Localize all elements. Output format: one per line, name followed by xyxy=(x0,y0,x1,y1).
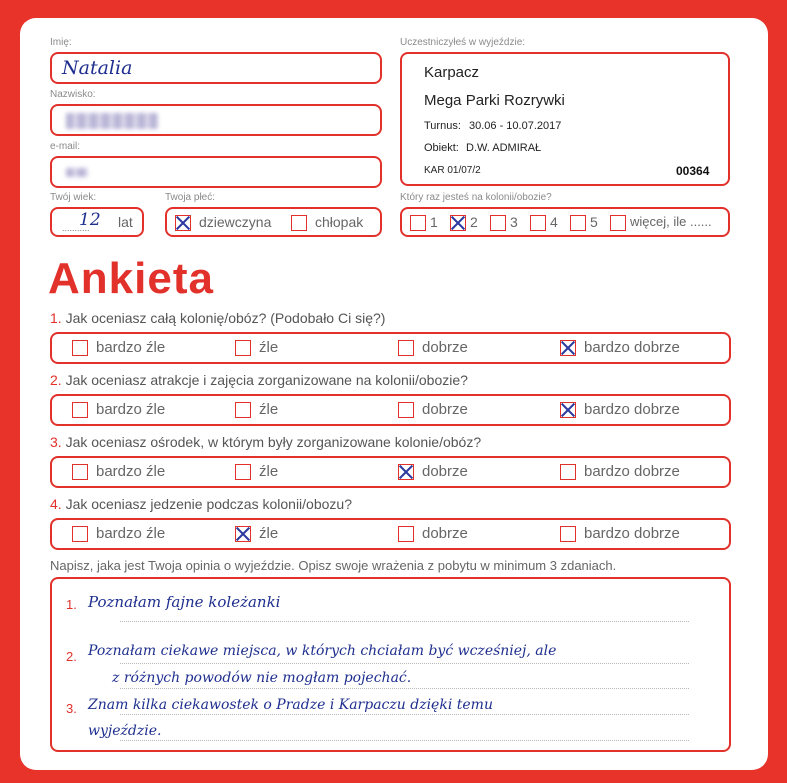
q2-bardzo-zle-checkbox[interactable] xyxy=(72,402,88,418)
q2-bardzo-dobrze-checkbox[interactable] xyxy=(560,402,576,418)
question-2-number: 2. xyxy=(50,372,62,388)
times-checkbox-3[interactable] xyxy=(490,215,506,231)
gender-label: Twoja płeć: xyxy=(165,192,216,203)
times-label-4: 4 xyxy=(550,214,558,230)
email-label: e-mail: xyxy=(50,141,81,152)
q4-bardzo-zle-checkbox[interactable] xyxy=(72,526,88,542)
opinion-field[interactable] xyxy=(50,577,731,752)
q3-bardzo-zle-label: bardzo źle xyxy=(96,463,166,480)
opinion-line-1: Poznałam fajne koleżanki xyxy=(88,593,281,611)
opinion-num-3: 3. xyxy=(66,701,77,716)
q1-zle-checkbox[interactable] xyxy=(235,340,251,356)
age-label: Twój wiek: xyxy=(50,192,97,203)
question-1-number: 1. xyxy=(50,310,62,326)
age-unit: lat xyxy=(118,214,133,230)
q3-bardzo-dobrze-checkbox[interactable] xyxy=(560,464,576,480)
question-2-text: Jak oceniasz atrakcje i zajęcia zorganizowane na kolonii/obozie? xyxy=(65,372,468,388)
email-field[interactable] xyxy=(50,156,382,188)
q4-zle-label: źle xyxy=(259,525,279,542)
q3-dobrze-label: dobrze xyxy=(422,463,468,480)
times-checkbox-more[interactable] xyxy=(610,215,626,231)
q2-dobrze-label: dobrze xyxy=(422,401,468,418)
times-label-1: 1 xyxy=(430,214,438,230)
name-value: Natalia xyxy=(62,57,133,79)
q2-zle-checkbox[interactable] xyxy=(235,402,251,418)
trip-subtitle: Mega Parki Rozrywki xyxy=(424,92,565,109)
times-label-3: 3 xyxy=(510,214,518,230)
times-label-5: 5 xyxy=(590,214,598,230)
email-redacted xyxy=(66,168,88,177)
q4-bardzo-dobrze-checkbox[interactable] xyxy=(560,526,576,542)
q4-dobrze-checkbox[interactable] xyxy=(398,526,414,542)
opinion-num-2: 2. xyxy=(66,649,77,664)
question-1-title xyxy=(50,310,385,326)
question-4-options xyxy=(50,518,731,550)
age-field[interactable] xyxy=(50,207,144,237)
question-4-number: 4. xyxy=(50,496,62,512)
question-3-text: Jak oceniasz ośrodek, w którym były zorganizowane kolonie/obóz? xyxy=(65,434,482,450)
times-checkbox-1[interactable] xyxy=(410,215,426,231)
times-checkbox-2[interactable] xyxy=(450,215,466,231)
q2-bardzo-dobrze-label: bardzo dobrze xyxy=(584,401,680,418)
times-more-label: więcej, ile ...... xyxy=(630,214,712,229)
question-2-title xyxy=(50,372,468,388)
survey-title: Ankieta xyxy=(48,254,214,303)
q2-dobrze-checkbox[interactable] xyxy=(398,402,414,418)
gender-field xyxy=(165,207,382,237)
question-2-options xyxy=(50,394,731,426)
times-label-2: 2 xyxy=(470,214,478,230)
times-field xyxy=(400,207,730,237)
surname-redacted xyxy=(66,113,158,129)
obiekt-label: Obiekt: xyxy=(424,142,459,154)
q4-dobrze-label: dobrze xyxy=(422,525,468,542)
q4-bardzo-dobrze-label: bardzo dobrze xyxy=(584,525,680,542)
gender-male-checkbox[interactable] xyxy=(291,215,307,231)
q2-zle-label: źle xyxy=(259,401,279,418)
obiekt-value: D.W. ADMIRAŁ xyxy=(466,142,542,154)
opinion-num-1: 1. xyxy=(66,597,77,612)
name-field[interactable] xyxy=(50,52,382,84)
q1-bardzo-zle-label: bardzo źle xyxy=(96,339,166,356)
q1-zle-label: źle xyxy=(259,339,279,356)
question-3-number: 3. xyxy=(50,434,62,450)
trip-code: KAR 01/07/2 xyxy=(424,165,481,176)
survey-sheet xyxy=(20,18,768,770)
q4-zle-checkbox[interactable] xyxy=(235,526,251,542)
times-checkbox-5[interactable] xyxy=(570,215,586,231)
surname-label: Nazwisko: xyxy=(50,89,96,100)
turnus-value: 30.06 - 10.07.2017 xyxy=(469,120,562,132)
gender-female-label: dziewczyna xyxy=(199,214,272,230)
question-1-options xyxy=(50,332,731,364)
opinion-prompt: Napisz, jaka jest Twoja opinia o wyjeździe. Opisz swoje wrażenia z pobytu w minimum 3 zdaniach. xyxy=(50,558,617,573)
q1-bardzo-dobrze-checkbox[interactable] xyxy=(560,340,576,356)
opinion-line-2b: z różnych powodów nie mogłam pojechać. xyxy=(112,670,412,686)
q3-dobrze-checkbox[interactable] xyxy=(398,464,414,480)
question-4-title xyxy=(50,496,352,512)
question-4-text: Jak oceniasz jedzenie podczas kolonii/obozu? xyxy=(65,496,352,512)
gender-male-label: chłopak xyxy=(315,214,364,230)
q4-bardzo-zle-label: bardzo źle xyxy=(96,525,166,542)
turnus-label: Turnus: xyxy=(424,120,461,132)
q1-dobrze-label: dobrze xyxy=(422,339,468,356)
q1-bardzo-dobrze-label: bardzo dobrze xyxy=(584,339,680,356)
times-label: Który raz jesteś na kolonii/obozie? xyxy=(400,192,552,203)
times-checkbox-4[interactable] xyxy=(530,215,546,231)
opinion-line-3a: Znam kilka ciekawostek o Pradze i Karpaczu dzięki temu xyxy=(88,697,493,713)
form-number: 00364 xyxy=(676,164,710,178)
q3-bardzo-zle-checkbox[interactable] xyxy=(72,464,88,480)
q2-bardzo-zle-label: bardzo źle xyxy=(96,401,166,418)
q1-bardzo-zle-checkbox[interactable] xyxy=(72,340,88,356)
gender-female-checkbox[interactable] xyxy=(175,215,191,231)
surname-field[interactable] xyxy=(50,104,382,136)
trip-info-box xyxy=(400,52,730,186)
opinion-line-2a: Poznałam ciekawe miejsca, w których chciałam być wcześniej, ale xyxy=(88,643,557,659)
opinion-line-3b: wyjeździe. xyxy=(88,723,162,739)
q1-dobrze-checkbox[interactable] xyxy=(398,340,414,356)
name-label: Imię: xyxy=(50,37,72,48)
question-3-title xyxy=(50,434,481,450)
q3-zle-label: źle xyxy=(259,463,279,480)
trip-label: Uczestniczyłeś w wyjeździe: xyxy=(400,37,526,48)
age-dots: ........... xyxy=(62,223,90,233)
q3-bardzo-dobrze-label: bardzo dobrze xyxy=(584,463,680,480)
trip-city: Karpacz xyxy=(424,64,480,81)
q3-zle-checkbox[interactable] xyxy=(235,464,251,480)
question-3-options xyxy=(50,456,731,488)
question-1-text: Jak oceniasz całą kolonię/obóz? (Podobało Ci się?) xyxy=(65,310,386,326)
age-value: 12 xyxy=(79,210,101,230)
